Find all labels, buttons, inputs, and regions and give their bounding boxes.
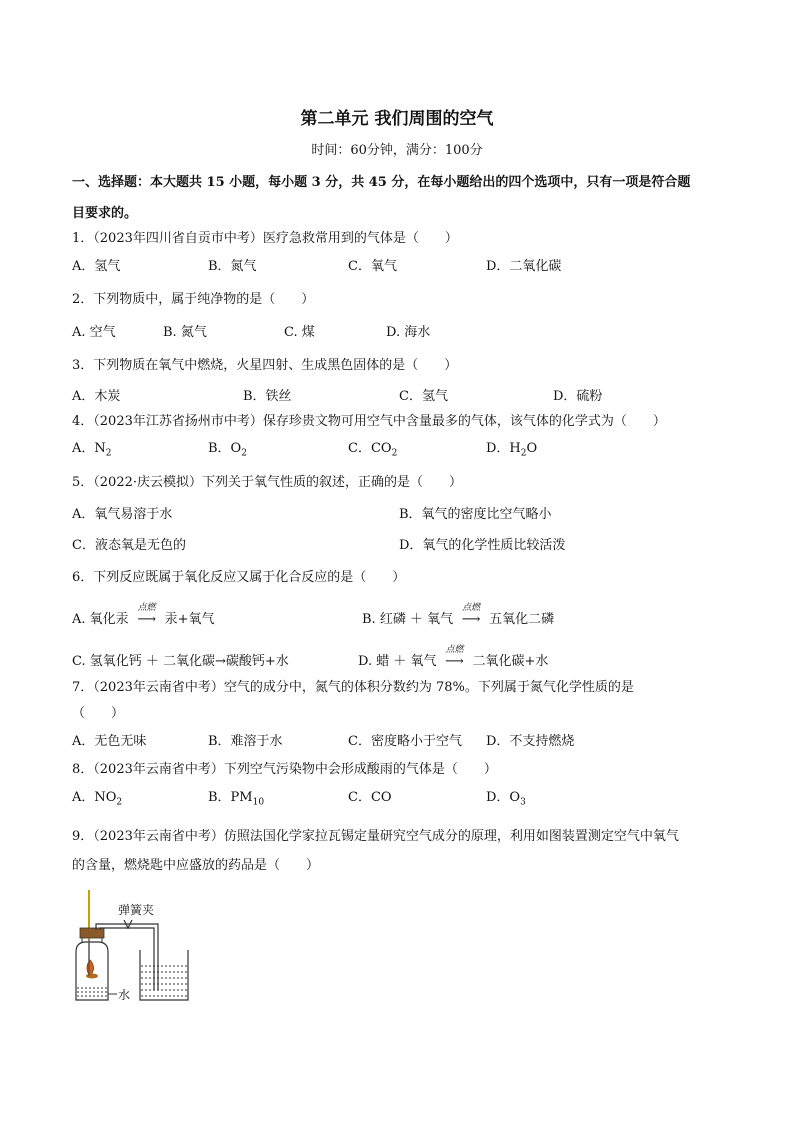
question-3-option-a: A．木炭 — [72, 389, 121, 404]
question-4-option-a: A．$N_2$ — [72, 441, 112, 459]
question-5-option-d: D．氧气的化学性质比较活泼 — [399, 538, 566, 553]
question-3-stem: 3．下列物质在氧气中燃烧，火星四射、生成黑色固体的是（ ） — [72, 358, 458, 373]
apparatus-figure — [70, 890, 200, 1005]
question-2-option-b: B. 氮气 — [163, 325, 207, 340]
question-7-stem-line2: （ ） — [72, 706, 125, 721]
question-3-option-d: D．硫粉 — [553, 389, 603, 404]
question-8-option-c: C．CO — [348, 790, 392, 805]
question-5-option-b: B．氧气的密度比空气略小 — [399, 507, 552, 522]
question-1-stem: 1．（2023年四川省自贡市中考）医疗急救常用到的气体是（ ） — [72, 231, 458, 246]
question-2-option-c: C. 煤 — [284, 325, 315, 340]
spring-clip-label: 弹簧夹 — [118, 903, 155, 917]
question-8-option-d: D．$O_3$ — [486, 790, 526, 808]
section-heading-line2: 目要求的。 — [72, 206, 138, 221]
question-3-option-b: B．铁丝 — [243, 389, 292, 404]
reaction-arrow: 点燃 ⟶ — [437, 653, 473, 671]
question-2-option-d: D. 海水 — [386, 325, 431, 340]
question-1-option-b: B．氮气 — [208, 259, 257, 274]
question-1-option-c: C．氧气 — [348, 259, 397, 274]
question-4-option-b: B．$O_2$ — [208, 441, 247, 459]
page-title: 第二单元 我们周围的空气 — [300, 109, 494, 129]
question-6-option-d: D. 蜡 ＋ 氧气 点燃 ⟶ 二氧化碳+水 — [358, 653, 548, 671]
question-7-option-d: D．不支持燃烧 — [486, 734, 575, 749]
question-7-stem-line1: 7．（2023年云南省中考）空气的成分中，氮气的体积分数约为 78%。下列属于氮气化学性质的是 — [72, 680, 634, 695]
question-5-stem: 5．（2022·庆云模拟）下列关于氧气性质的叙述，正确的是（ ） — [72, 475, 462, 490]
question-3-option-c: C．氢气 — [399, 389, 448, 404]
question-6-stem: 6．下列反应既属于氧化反应又属于化合反应的是（ ） — [72, 570, 406, 585]
question-1-option-d: D．二氧化碳 — [486, 259, 562, 274]
question-8-stem: 8．（2023年云南省中考）下列空气污染物中会形成酸雨的气体是（ ） — [72, 762, 497, 777]
reaction-condition: 点燃 — [462, 603, 481, 613]
question-7-option-b: B．难溶于水 — [208, 734, 283, 749]
reaction-arrow: 点燃 ⟶ — [129, 611, 165, 629]
section-heading-line1: 一、选择题：本大题共 15 小题，每小题 3 分，共 45 分，在每小题给出的四个选项中，只有一项是符合题 — [72, 175, 691, 190]
question-6-option-a: A. 氧化汞 点燃 ⟶ 汞+氧气 — [72, 611, 215, 629]
question-1-option-a: A．氢气 — [72, 259, 121, 274]
question-7-option-c: C．密度略小于空气 — [348, 734, 462, 749]
question-4-option-d: D．$H_2O$ — [486, 441, 538, 459]
question-8-option-a: A．$NO_2$ — [72, 790, 123, 808]
question-5-option-a: A．氧气易溶于水 — [72, 507, 173, 522]
reaction-condition: 点燃 — [445, 645, 464, 655]
question-8-option-b: B．$PM_{10}$ — [208, 790, 265, 808]
reaction-arrow: 点燃 ⟶ — [453, 611, 489, 629]
question-2-option-a: A. 空气 — [72, 325, 116, 340]
question-6-option-c: C. 氢氧化钙 ＋ 二氧化碳→碳酸钙+水 — [72, 654, 289, 669]
question-9-stem-line2: 的含量，燃烧匙中应盛放的药品是（ ） — [72, 858, 320, 873]
question-4-stem: 4．（2023年江苏省扬州市中考）保存珍贵文物可用空气中含量最多的气体，该气体的化学式为（ ） — [72, 414, 666, 429]
question-9-stem-line1: 9．（2023年云南省中考）仿照法国化学家拉瓦锡定量研究空气成分的原理，利用如图装置测定空气中氧气 — [72, 829, 679, 844]
question-4-option-c: C．$CO_2$ — [348, 441, 398, 459]
water-label: 水 — [118, 988, 131, 1002]
question-7-option-a: A．无色无味 — [72, 734, 147, 749]
question-2-stem: 2．下列物质中，属于纯净物的是（ ） — [72, 292, 315, 307]
question-5-option-c: C．液态氧是无色的 — [72, 538, 186, 553]
question-6-option-b: B. 红磷 ＋ 氧气 点燃 ⟶ 五氧化二磷 — [362, 611, 554, 629]
reaction-condition: 点燃 — [137, 603, 156, 613]
exam-info: 时间：60分钟，满分：100分 — [311, 143, 483, 158]
